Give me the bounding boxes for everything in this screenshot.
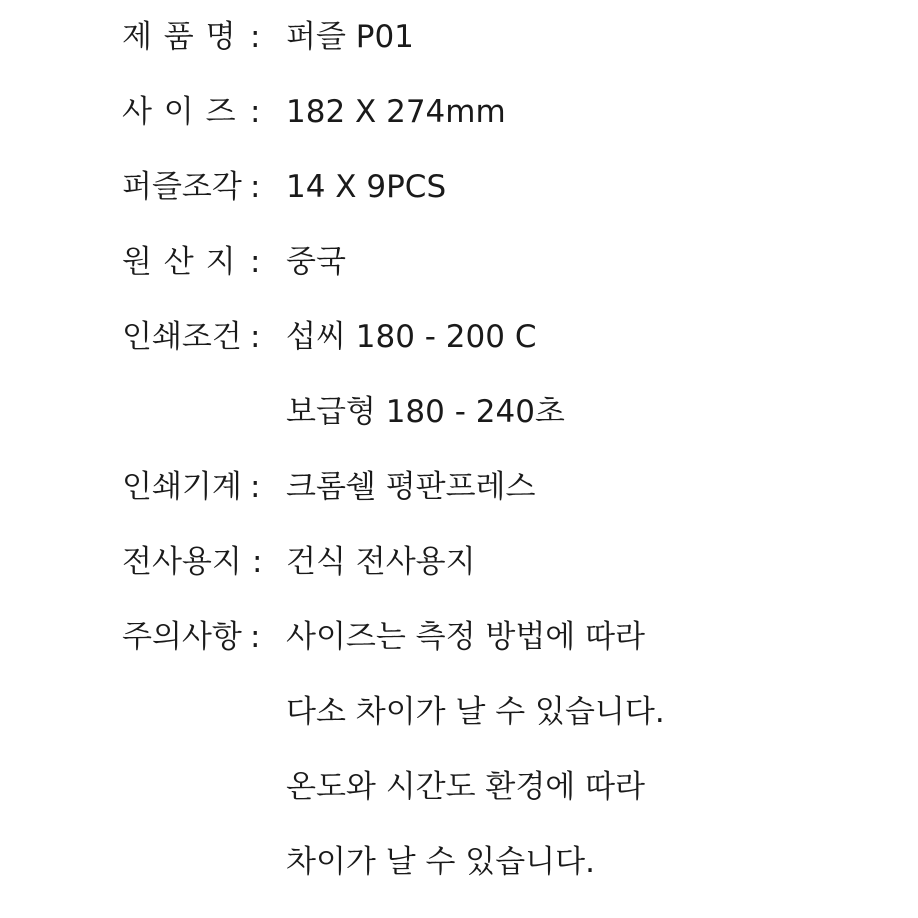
transfer-paper-separator: : <box>252 544 263 580</box>
pieces-separator: : <box>250 169 261 205</box>
spec-row-print-machine <box>0 457 918 517</box>
spec-row-caution <box>0 607 918 667</box>
print-machine-value: 크롬쉘 평판프레스 <box>286 469 536 505</box>
spec-row-pieces <box>0 157 918 217</box>
caution-label: 주의사항 <box>122 619 242 655</box>
size-label: 사 이 즈 <box>122 94 237 130</box>
origin-separator: : <box>250 244 261 280</box>
transfer-paper-value: 건식 전사용지 <box>286 544 476 580</box>
product-name-label: 제 품 명 <box>122 19 237 55</box>
caution-value-line-3: 온도와 시간도 환경에 따라 <box>286 769 645 805</box>
pieces-value: 14 X 9PCS <box>286 169 447 205</box>
print-condition-label: 인쇄조건 <box>122 319 242 355</box>
spec-row-product-name <box>0 7 918 67</box>
caution-value-line-1: 사이즈는 측정 방법에 따라 <box>286 619 645 655</box>
size-value: 182 X 274mm <box>286 94 506 130</box>
caution-separator: : <box>250 619 261 655</box>
product-name-separator: : <box>250 19 261 55</box>
spec-row-print-condition <box>0 307 918 367</box>
spec-row-origin <box>0 232 918 292</box>
product-name-value: 퍼즐 P01 <box>286 19 414 55</box>
spec-row-caution-cont-2 <box>0 757 918 817</box>
spec-row-transfer-paper <box>0 532 918 592</box>
size-separator: : <box>250 94 261 130</box>
spec-row-caution-cont-1 <box>0 682 918 742</box>
transfer-paper-label: 전사용지 <box>122 544 242 580</box>
origin-value: 중국 <box>286 244 346 280</box>
caution-value-line-4: 차이가 날 수 있습니다. <box>286 844 595 880</box>
caution-value-line-2: 다소 차이가 날 수 있습니다. <box>286 694 665 730</box>
spec-row-print-condition-cont <box>0 382 918 442</box>
spec-row-size <box>0 82 918 142</box>
print-condition-separator: : <box>250 319 261 355</box>
print-condition-value-line-1: 섭씨 180 - 200 C <box>286 319 537 355</box>
origin-label: 원 산 지 <box>122 244 237 280</box>
print-machine-label: 인쇄기계 <box>122 469 242 505</box>
print-condition-value-line-2: 보급형 180 - 240초 <box>286 394 565 430</box>
spec-row-caution-cont-3 <box>0 832 918 892</box>
pieces-label: 퍼즐조각 <box>122 169 242 205</box>
print-machine-separator: : <box>250 469 261 505</box>
